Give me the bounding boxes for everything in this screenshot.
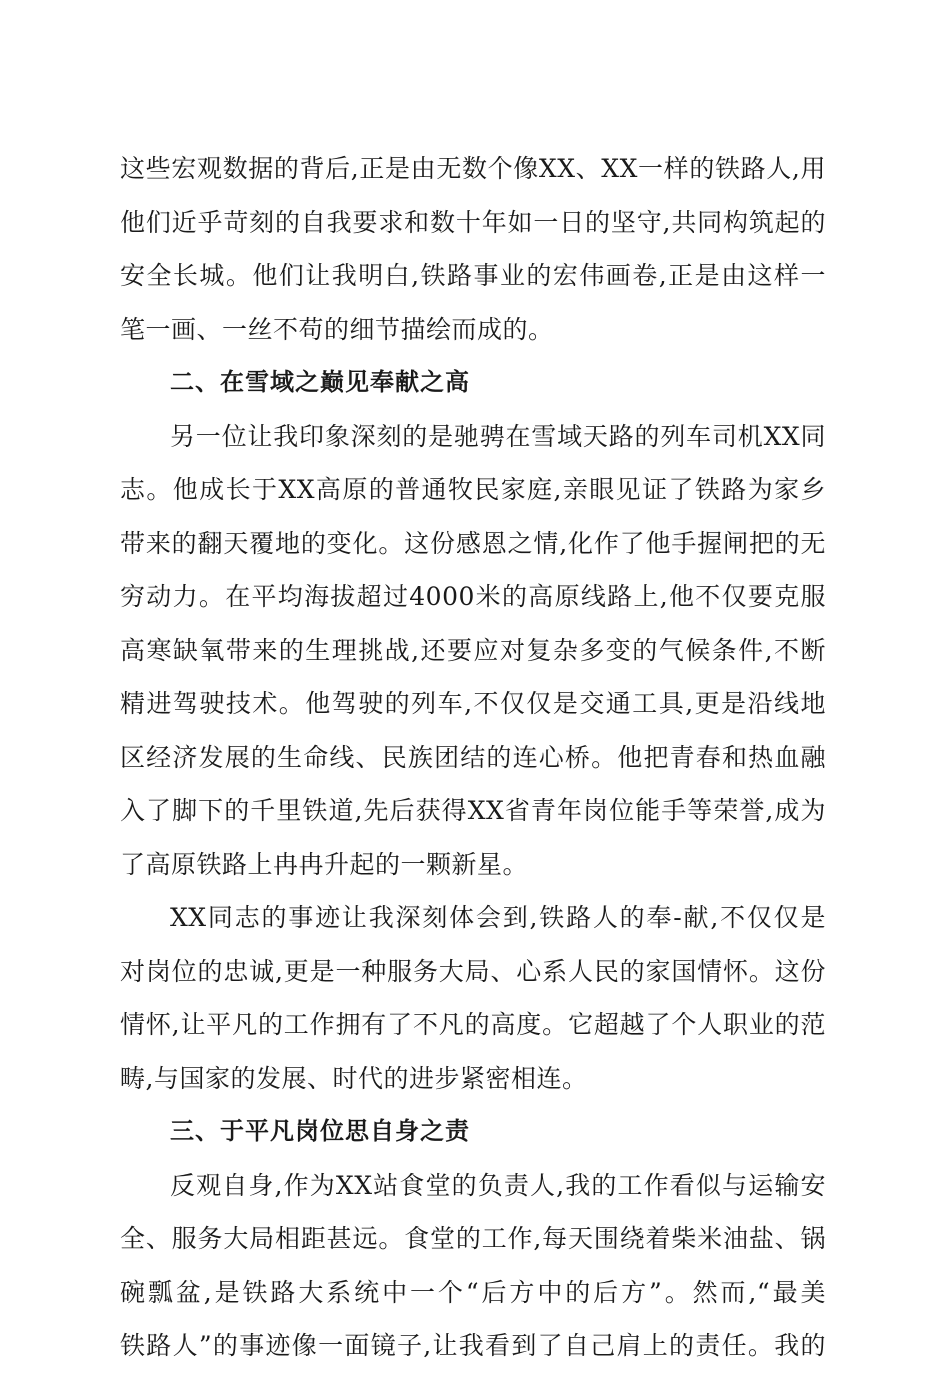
text-line: XX同志的事迹让我深刻体会到,铁路人的奉-献,不仅仅是: [170, 903, 826, 932]
paragraph-1: [120, 142, 826, 356]
text-line: 碗瓢盆,是铁路大系统中一个“后方中的后方”。然而,“最美: [120, 1277, 826, 1307]
text-line: 反观自身,作为XX站食堂的负责人,我的工作看似与运输安: [170, 1170, 826, 1200]
text-line: 这些宏观数据的背后,正是由无数个像XX、XX一样的铁路人,用: [120, 154, 826, 183]
section-heading-3: 三、于平凡岗位思自身之责: [170, 1117, 470, 1145]
text-line: 高寒缺氧带来的生理挑战,还要应对复杂多变的气候条件,不断: [120, 635, 826, 665]
text-line: 区经济发展的生命线、民族团结的连心桥。他把青春和热血融: [120, 742, 826, 772]
paragraph-2: [120, 410, 826, 892]
paragraph-4: [120, 1159, 826, 1373]
text-line: 全、服务大局相距甚远。食堂的工作,每天围绕着柴米油盐、锅: [120, 1224, 826, 1253]
text-line: 他们近乎苛刻的自我要求和数十年如一日的坚守,共同构筑起的: [120, 207, 826, 237]
text-line: 穷动力。在平均海拔超过4000米的高原线路上,他不仅要克服: [120, 582, 826, 611]
text-line: 畴,与国家的发展、时代的进步紧密相连。: [120, 1063, 588, 1093]
text-line: 入了脚下的千里铁道,先后获得XX省青年岗位能手等荣誉,成为: [120, 796, 826, 825]
text-line: 铁路人”的事迹像一面镜子,让我看到了自己肩上的责任。我的: [120, 1331, 826, 1360]
text-line: 精进驾驶技术。他驾驶的列车,不仅仅是交通工具,更是沿线地: [120, 689, 826, 718]
document-body: [120, 142, 826, 1373]
text-line: 另一位让我印象深刻的是驰骋在雪域天路的列车司机XX同: [170, 421, 826, 451]
text-line: 对岗位的忠诚,更是一种服务大局、心系人民的家国情怀。这份: [120, 956, 826, 986]
text-line: 了高原铁路上冉冉升起的一颗新星。: [120, 849, 529, 879]
text-line: 情怀,让平凡的工作拥有了不凡的高度。它超越了个人职业的范: [120, 1010, 826, 1039]
section-heading-2: 二、在雪域之巅见奉献之高: [170, 368, 470, 396]
paragraph-3: [120, 891, 826, 1105]
text-line: 志。他成长于XX高原的普通牧民家庭,亲眼见证了铁路为家乡: [120, 475, 826, 504]
text-line: 带来的翻天覆地的变化。这份感恩之情,化作了他手握闸把的无: [120, 528, 826, 558]
text-line: 安全长城。他们让我明白,铁路事业的宏伟画卷,正是由这样一: [120, 261, 826, 290]
text-line: 笔一画、一丝不苟的细节描绘而成的。: [120, 314, 554, 344]
